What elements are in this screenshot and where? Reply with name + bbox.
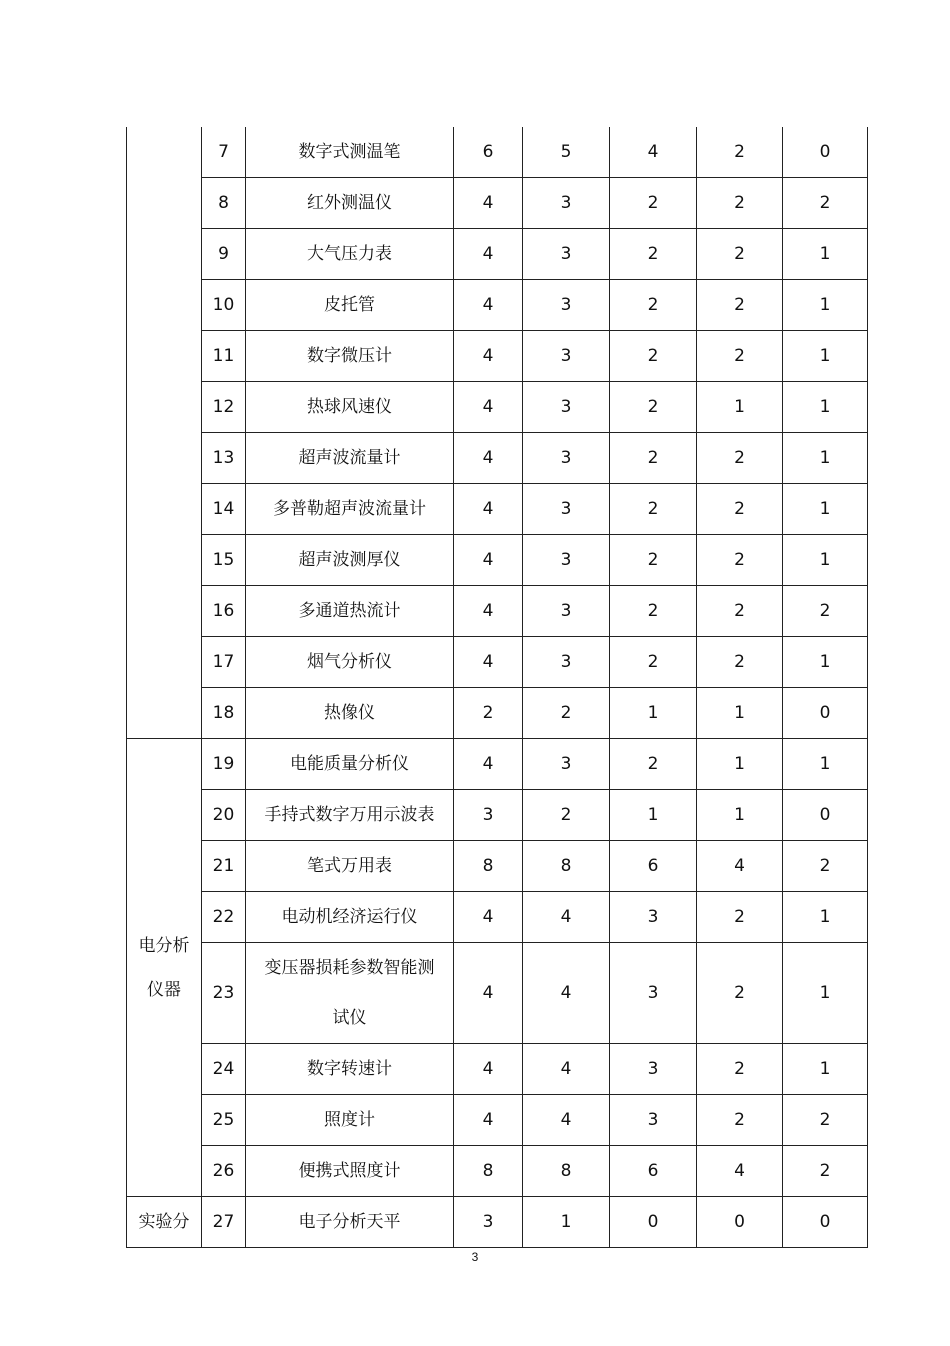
count-cell: 1 bbox=[783, 280, 868, 331]
row-number-cell: 24 bbox=[202, 1044, 246, 1095]
count-cell: 2 bbox=[610, 178, 697, 229]
instrument-name-cell: 电子分析天平 bbox=[246, 1197, 454, 1248]
row-number-cell: 19 bbox=[202, 739, 246, 790]
count-cell: 1 bbox=[783, 331, 868, 382]
instrument-name-cell: 数字转速计 bbox=[246, 1044, 454, 1095]
count-cell: 3 bbox=[523, 433, 610, 484]
instrument-name-cell: 数字微压计 bbox=[246, 331, 454, 382]
row-number-cell: 21 bbox=[202, 841, 246, 892]
instrument-name-cell: 照度计 bbox=[246, 1095, 454, 1146]
category-cell: 电分析仪器 bbox=[127, 739, 202, 1197]
table-row bbox=[127, 484, 868, 535]
count-cell: 3 bbox=[610, 892, 697, 943]
table-row bbox=[127, 1095, 868, 1146]
count-cell: 1 bbox=[697, 739, 783, 790]
table-row bbox=[127, 280, 868, 331]
table-row bbox=[127, 943, 868, 1044]
count-cell: 3 bbox=[523, 739, 610, 790]
count-cell: 6 bbox=[454, 127, 523, 178]
count-cell: 1 bbox=[783, 229, 868, 280]
table-row bbox=[127, 892, 868, 943]
instrument-name-cell: 多普勒超声波流量计 bbox=[246, 484, 454, 535]
count-cell: 4 bbox=[454, 331, 523, 382]
count-cell: 4 bbox=[454, 382, 523, 433]
count-cell: 4 bbox=[454, 535, 523, 586]
count-cell: 5 bbox=[523, 127, 610, 178]
row-number-cell: 27 bbox=[202, 1197, 246, 1248]
count-cell: 2 bbox=[454, 688, 523, 739]
row-number-cell: 25 bbox=[202, 1095, 246, 1146]
count-cell: 8 bbox=[523, 841, 610, 892]
table-row bbox=[127, 586, 868, 637]
row-number-cell: 12 bbox=[202, 382, 246, 433]
instrument-name-cell: 多通道热流计 bbox=[246, 586, 454, 637]
count-cell: 1 bbox=[610, 688, 697, 739]
count-cell: 2 bbox=[697, 892, 783, 943]
count-cell: 1 bbox=[783, 1044, 868, 1095]
count-cell: 2 bbox=[783, 1146, 868, 1197]
row-number-cell: 16 bbox=[202, 586, 246, 637]
count-cell: 3 bbox=[523, 178, 610, 229]
row-number-cell: 9 bbox=[202, 229, 246, 280]
count-cell: 4 bbox=[454, 943, 523, 1044]
count-cell: 2 bbox=[697, 586, 783, 637]
count-cell: 2 bbox=[697, 331, 783, 382]
count-cell: 4 bbox=[697, 841, 783, 892]
table-row bbox=[127, 331, 868, 382]
instrument-name-cell: 便携式照度计 bbox=[246, 1146, 454, 1197]
count-cell: 1 bbox=[783, 382, 868, 433]
count-cell: 1 bbox=[697, 382, 783, 433]
count-cell: 2 bbox=[783, 1095, 868, 1146]
table-row bbox=[127, 535, 868, 586]
count-cell: 1 bbox=[783, 739, 868, 790]
row-number-cell: 8 bbox=[202, 178, 246, 229]
count-cell: 2 bbox=[697, 1095, 783, 1146]
instrument-name-cell: 笔式万用表 bbox=[246, 841, 454, 892]
table-row bbox=[127, 1044, 868, 1095]
count-cell: 3 bbox=[523, 586, 610, 637]
row-number-cell: 15 bbox=[202, 535, 246, 586]
count-cell: 3 bbox=[610, 1095, 697, 1146]
count-cell: 4 bbox=[454, 178, 523, 229]
count-cell: 0 bbox=[610, 1197, 697, 1248]
count-cell: 2 bbox=[697, 637, 783, 688]
count-cell: 2 bbox=[610, 433, 697, 484]
count-cell: 2 bbox=[697, 280, 783, 331]
row-number-cell: 20 bbox=[202, 790, 246, 841]
row-number-cell: 11 bbox=[202, 331, 246, 382]
count-cell: 1 bbox=[783, 892, 868, 943]
count-cell: 2 bbox=[697, 1044, 783, 1095]
count-cell: 6 bbox=[610, 841, 697, 892]
count-cell: 0 bbox=[783, 688, 868, 739]
count-cell: 0 bbox=[783, 127, 868, 178]
table-row bbox=[127, 127, 868, 178]
count-cell: 2 bbox=[697, 535, 783, 586]
count-cell: 0 bbox=[783, 1197, 868, 1248]
category-cell bbox=[127, 127, 202, 739]
count-cell: 3 bbox=[523, 229, 610, 280]
count-cell: 6 bbox=[610, 1146, 697, 1197]
count-cell: 4 bbox=[454, 484, 523, 535]
count-cell: 2 bbox=[610, 331, 697, 382]
count-cell: 4 bbox=[454, 280, 523, 331]
count-cell: 1 bbox=[610, 790, 697, 841]
count-cell: 4 bbox=[454, 229, 523, 280]
count-cell: 4 bbox=[454, 739, 523, 790]
count-cell: 4 bbox=[454, 892, 523, 943]
count-cell: 2 bbox=[697, 433, 783, 484]
instrument-name-cell: 超声波测厚仪 bbox=[246, 535, 454, 586]
count-cell: 3 bbox=[523, 535, 610, 586]
instrument-name-cell: 电能质量分析仪 bbox=[246, 739, 454, 790]
table-row bbox=[127, 1146, 868, 1197]
count-cell: 8 bbox=[454, 1146, 523, 1197]
row-number-cell: 13 bbox=[202, 433, 246, 484]
instrument-name-cell: 数字式测温笔 bbox=[246, 127, 454, 178]
count-cell: 2 bbox=[697, 229, 783, 280]
page-number: 3 bbox=[471, 1250, 479, 1264]
count-cell: 2 bbox=[610, 535, 697, 586]
row-number-cell: 10 bbox=[202, 280, 246, 331]
instrument-name-cell: 电动机经济运行仪 bbox=[246, 892, 454, 943]
table-row bbox=[127, 739, 868, 790]
count-cell: 3 bbox=[454, 790, 523, 841]
count-cell: 1 bbox=[697, 790, 783, 841]
count-cell: 1 bbox=[783, 484, 868, 535]
instrument-name-cell: 超声波流量计 bbox=[246, 433, 454, 484]
count-cell: 3 bbox=[610, 943, 697, 1044]
table-row bbox=[127, 382, 868, 433]
count-cell: 2 bbox=[610, 586, 697, 637]
count-cell: 4 bbox=[454, 433, 523, 484]
count-cell: 1 bbox=[783, 637, 868, 688]
count-cell: 4 bbox=[454, 637, 523, 688]
count-cell: 4 bbox=[697, 1146, 783, 1197]
table-row bbox=[127, 178, 868, 229]
row-number-cell: 7 bbox=[202, 127, 246, 178]
count-cell: 8 bbox=[523, 1146, 610, 1197]
category-cell: 实验分 bbox=[127, 1197, 202, 1248]
instrument-name-cell: 红外测温仪 bbox=[246, 178, 454, 229]
count-cell: 4 bbox=[523, 943, 610, 1044]
row-number-cell: 14 bbox=[202, 484, 246, 535]
table-row bbox=[127, 790, 868, 841]
count-cell: 4 bbox=[610, 127, 697, 178]
count-cell: 1 bbox=[783, 943, 868, 1044]
count-cell: 2 bbox=[697, 484, 783, 535]
instrument-name-cell: 热像仪 bbox=[246, 688, 454, 739]
count-cell: 1 bbox=[523, 1197, 610, 1248]
count-cell: 1 bbox=[697, 688, 783, 739]
count-cell: 2 bbox=[523, 688, 610, 739]
count-cell: 2 bbox=[783, 841, 868, 892]
count-cell: 2 bbox=[697, 127, 783, 178]
count-cell: 8 bbox=[454, 841, 523, 892]
count-cell: 3 bbox=[454, 1197, 523, 1248]
count-cell: 3 bbox=[523, 280, 610, 331]
row-number-cell: 26 bbox=[202, 1146, 246, 1197]
table-row bbox=[127, 841, 868, 892]
count-cell: 3 bbox=[610, 1044, 697, 1095]
count-cell: 0 bbox=[783, 790, 868, 841]
count-cell: 0 bbox=[697, 1197, 783, 1248]
count-cell: 2 bbox=[610, 484, 697, 535]
row-number-cell: 23 bbox=[202, 943, 246, 1044]
count-cell: 2 bbox=[783, 586, 868, 637]
row-number-cell: 17 bbox=[202, 637, 246, 688]
row-number-cell: 22 bbox=[202, 892, 246, 943]
count-cell: 2 bbox=[783, 178, 868, 229]
count-cell: 2 bbox=[610, 229, 697, 280]
count-cell: 4 bbox=[523, 1095, 610, 1146]
count-cell: 4 bbox=[454, 1044, 523, 1095]
count-cell: 2 bbox=[697, 178, 783, 229]
table-row bbox=[127, 433, 868, 484]
count-cell: 1 bbox=[783, 433, 868, 484]
count-cell: 2 bbox=[523, 790, 610, 841]
instrument-name-cell: 手持式数字万用示波表 bbox=[246, 790, 454, 841]
count-cell: 4 bbox=[454, 1095, 523, 1146]
table-row bbox=[127, 688, 868, 739]
count-cell: 4 bbox=[454, 586, 523, 637]
count-cell: 3 bbox=[523, 331, 610, 382]
count-cell: 1 bbox=[783, 535, 868, 586]
instrument-name-cell: 变压器损耗参数智能测试仪 bbox=[246, 943, 454, 1044]
row-number-cell: 18 bbox=[202, 688, 246, 739]
instrument-name-cell: 烟气分析仪 bbox=[246, 637, 454, 688]
count-cell: 2 bbox=[610, 739, 697, 790]
count-cell: 2 bbox=[610, 637, 697, 688]
count-cell: 4 bbox=[523, 892, 610, 943]
count-cell: 4 bbox=[523, 1044, 610, 1095]
count-cell: 2 bbox=[610, 280, 697, 331]
count-cell: 2 bbox=[697, 943, 783, 1044]
instrument-name-cell: 皮托管 bbox=[246, 280, 454, 331]
count-cell: 3 bbox=[523, 637, 610, 688]
table-row bbox=[127, 1197, 868, 1248]
count-cell: 2 bbox=[610, 382, 697, 433]
table-row bbox=[127, 229, 868, 280]
instrument-name-cell: 热球风速仪 bbox=[246, 382, 454, 433]
count-cell: 3 bbox=[523, 382, 610, 433]
count-cell: 3 bbox=[523, 484, 610, 535]
table-row bbox=[127, 637, 868, 688]
equipment-table bbox=[126, 127, 868, 1248]
instrument-name-cell: 大气压力表 bbox=[246, 229, 454, 280]
